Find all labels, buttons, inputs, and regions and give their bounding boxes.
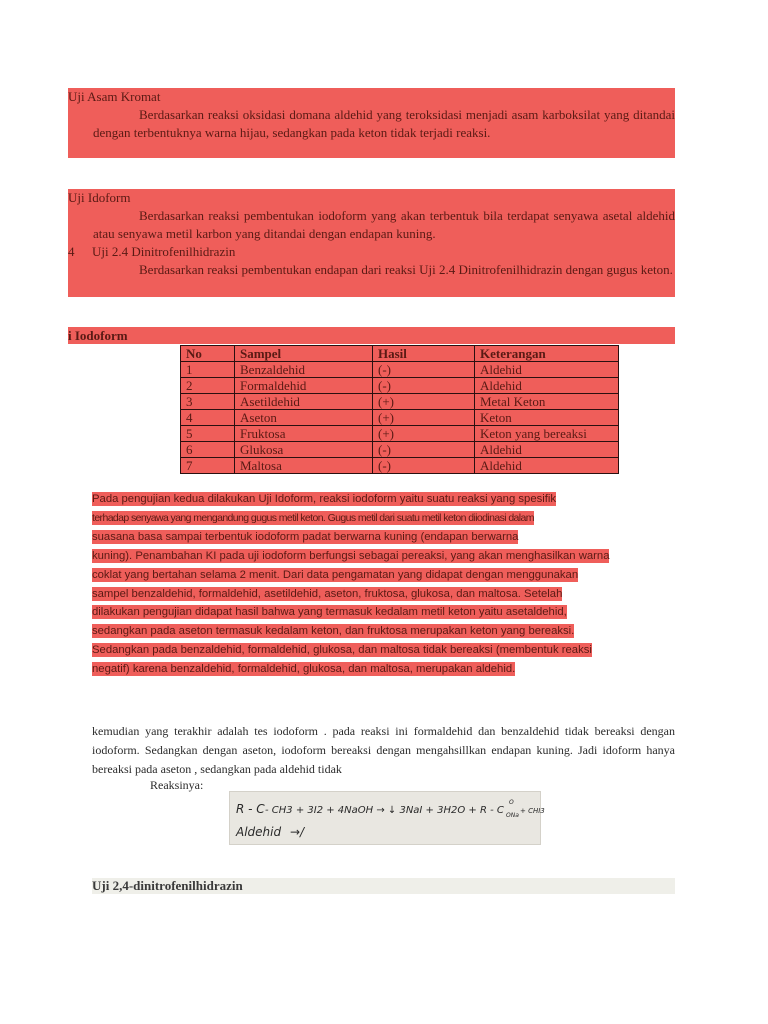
cell-no: 5 bbox=[181, 426, 235, 442]
cell-hasil: (-) bbox=[373, 362, 475, 378]
eq-part: ONa bbox=[506, 812, 519, 819]
cell-keterangan: Aldehid bbox=[475, 362, 619, 378]
discussion-line: kuning). Penambahan KI pada uji iodoform berfungsi sebagai pereaksi, yang akan menghasilkan warna bbox=[92, 549, 610, 562]
eq-part: Aldehid bbox=[236, 825, 282, 839]
cell-no: 6 bbox=[181, 442, 235, 458]
discussion-paragraph bbox=[92, 490, 676, 679]
cell-sampel: Formaldehid bbox=[235, 378, 373, 394]
heading-dnph-list: Uji 2.4 Dinitrofenilhidrazin bbox=[92, 244, 236, 259]
cell-keterangan: Aldehid bbox=[475, 378, 619, 394]
col-no: No bbox=[181, 346, 235, 362]
eq-part: + CHI3 bbox=[520, 807, 545, 815]
cell-no: 1 bbox=[181, 362, 235, 378]
table-header-row bbox=[181, 346, 619, 362]
eq-part: R - C bbox=[236, 802, 265, 816]
cell-sampel: Asetildehid bbox=[235, 394, 373, 410]
heading-iodoform: i Iodoform bbox=[68, 327, 675, 344]
reaction-equation-svg bbox=[230, 792, 545, 844]
cell-sampel: Glukosa bbox=[235, 442, 373, 458]
table-row bbox=[181, 426, 619, 442]
table-row bbox=[181, 458, 619, 474]
discussion-line: Pada pengujian kedua dilakukan Uji Idoform, bbox=[92, 493, 317, 505]
cell-sampel: Fruktosa bbox=[235, 426, 373, 442]
reaksi-label: Reaksinya: bbox=[150, 778, 204, 792]
cell-keterangan: Keton yang bereaksi bbox=[475, 426, 619, 442]
cell-sampel: Maltosa bbox=[235, 458, 373, 474]
cell-hasil: (-) bbox=[373, 442, 475, 458]
cell-keterangan: Metal Keton bbox=[475, 394, 619, 410]
cell-no: 4 bbox=[181, 410, 235, 426]
eq-part: - CH3 + 3I2 + 4NaOH → ↓ 3NaI + 3H2O + R - C bbox=[265, 805, 504, 816]
reaction-equation-image bbox=[229, 791, 545, 845]
table-row bbox=[181, 394, 619, 410]
cell-keterangan: Aldehid bbox=[475, 458, 619, 474]
discussion-line: terhadap senyawa yang mengandung gugus metil keton. Gugus metil dari suatu metil keton diiodinasi dalam bbox=[92, 511, 534, 524]
list-item-dnph bbox=[68, 243, 675, 261]
cell-no: 3 bbox=[181, 394, 235, 410]
paragraph-dnph: Berdasarkan reaksi pembentukan endapan dari reaksi Uji 2.4 Dinitrofenilhidrazin dengan gugus keton. bbox=[139, 262, 673, 277]
discussion-line: reaksi iodoform yaitu suatu reaksi yang spesifik bbox=[316, 493, 557, 505]
results-table bbox=[180, 345, 619, 474]
eq-part: →/ bbox=[290, 825, 305, 839]
discussion-line: suasana basa sampai terbentuk iodoform padat berwarna kuning (endapan berwarna bbox=[92, 530, 519, 543]
section-asam-kromat bbox=[68, 88, 675, 158]
table-row bbox=[181, 362, 619, 378]
eq-part: O bbox=[509, 799, 514, 806]
cell-sampel: Benzaldehid bbox=[235, 362, 373, 378]
discussion-line: sampel benzaldehid, formaldehid, asetildehid, aseton, fruktosa, glukosa, dan maltosa. Setelah bbox=[92, 587, 563, 600]
heading-asam-kromat: Uji Asam Kromat bbox=[68, 89, 161, 104]
cell-keterangan: Aldehid bbox=[475, 442, 619, 458]
cell-hasil: (-) bbox=[373, 458, 475, 474]
section-idoform bbox=[68, 189, 675, 297]
cell-no: 2 bbox=[181, 378, 235, 394]
cell-hasil: (+) bbox=[373, 394, 475, 410]
paragraph-asam-kromat: Berdasarkan reaksi oksidasi domana aldehid yang teroksidasi menjadi asam karboksilat yang ditandai dengan terbentuknya warna hijau, sedangkan pada keton tidak terjadi reaksi. bbox=[93, 107, 675, 140]
col-hasil: Hasil bbox=[373, 346, 475, 362]
col-sampel: Sampel bbox=[235, 346, 373, 362]
paragraph-idoform: Berdasarkan reaksi pembentukan iodoform yang akan terbentuk bila terdapat senyawa asetal aldehid atau senyawa metil karbon yang ditandai dengan endapan kuning. bbox=[93, 208, 675, 241]
cell-hasil: (-) bbox=[373, 378, 475, 394]
discussion-line: dilakukan pengujian didapat hasil bahwa yang termasuk kedalam metil keton yaitu asetaldehid, bbox=[92, 606, 567, 619]
heading-dnph: Uji 2,4-dinitrofenilhidrazin bbox=[92, 878, 675, 894]
table-row bbox=[181, 410, 619, 426]
cell-sampel: Aseton bbox=[235, 410, 373, 426]
tes-iodoform-paragraph: kemudian yang terakhir adalah tes iodoform . pada reaksi ini formaldehid dan benzaldehid tidak bereaksi dengan iodoform. Sedangkan dengan aseton, iodoform bereaksi dengan mengahsillkan endapan kuning. Jadi idoform hanya bereaksi pada aseton , sedangkan pada aldehid tidak bbox=[92, 724, 675, 776]
table-row bbox=[181, 442, 619, 458]
col-keterangan: Keterangan bbox=[475, 346, 619, 362]
discussion-line: coklat yang bertahan selama 2 menit. Dari data pengamatan yang didapat dengan menggunakan bbox=[92, 568, 579, 581]
cell-hasil: (+) bbox=[373, 426, 475, 442]
cell-hasil: (+) bbox=[373, 410, 475, 426]
cell-keterangan: Keton bbox=[475, 410, 619, 426]
list-number: 4 bbox=[68, 244, 75, 259]
discussion-line: sedangkan pada aseton termasuk kedalam keton, dan fruktosa merupakan keton yang bereaksi. bbox=[92, 625, 575, 638]
cell-no: 7 bbox=[181, 458, 235, 474]
table-row bbox=[181, 378, 619, 394]
discussion-line: Sedangkan pada benzaldehid, formaldehid, glukosa, dan maltosa tidak bereaksi (membentuk reaksi bbox=[92, 644, 592, 657]
discussion-line: negatif) karena benzaldehid, formaldehid, glukosa, dan maltosa, merupakan aldehid. bbox=[92, 663, 516, 676]
heading-idoform: Uji Idoform bbox=[68, 190, 131, 205]
